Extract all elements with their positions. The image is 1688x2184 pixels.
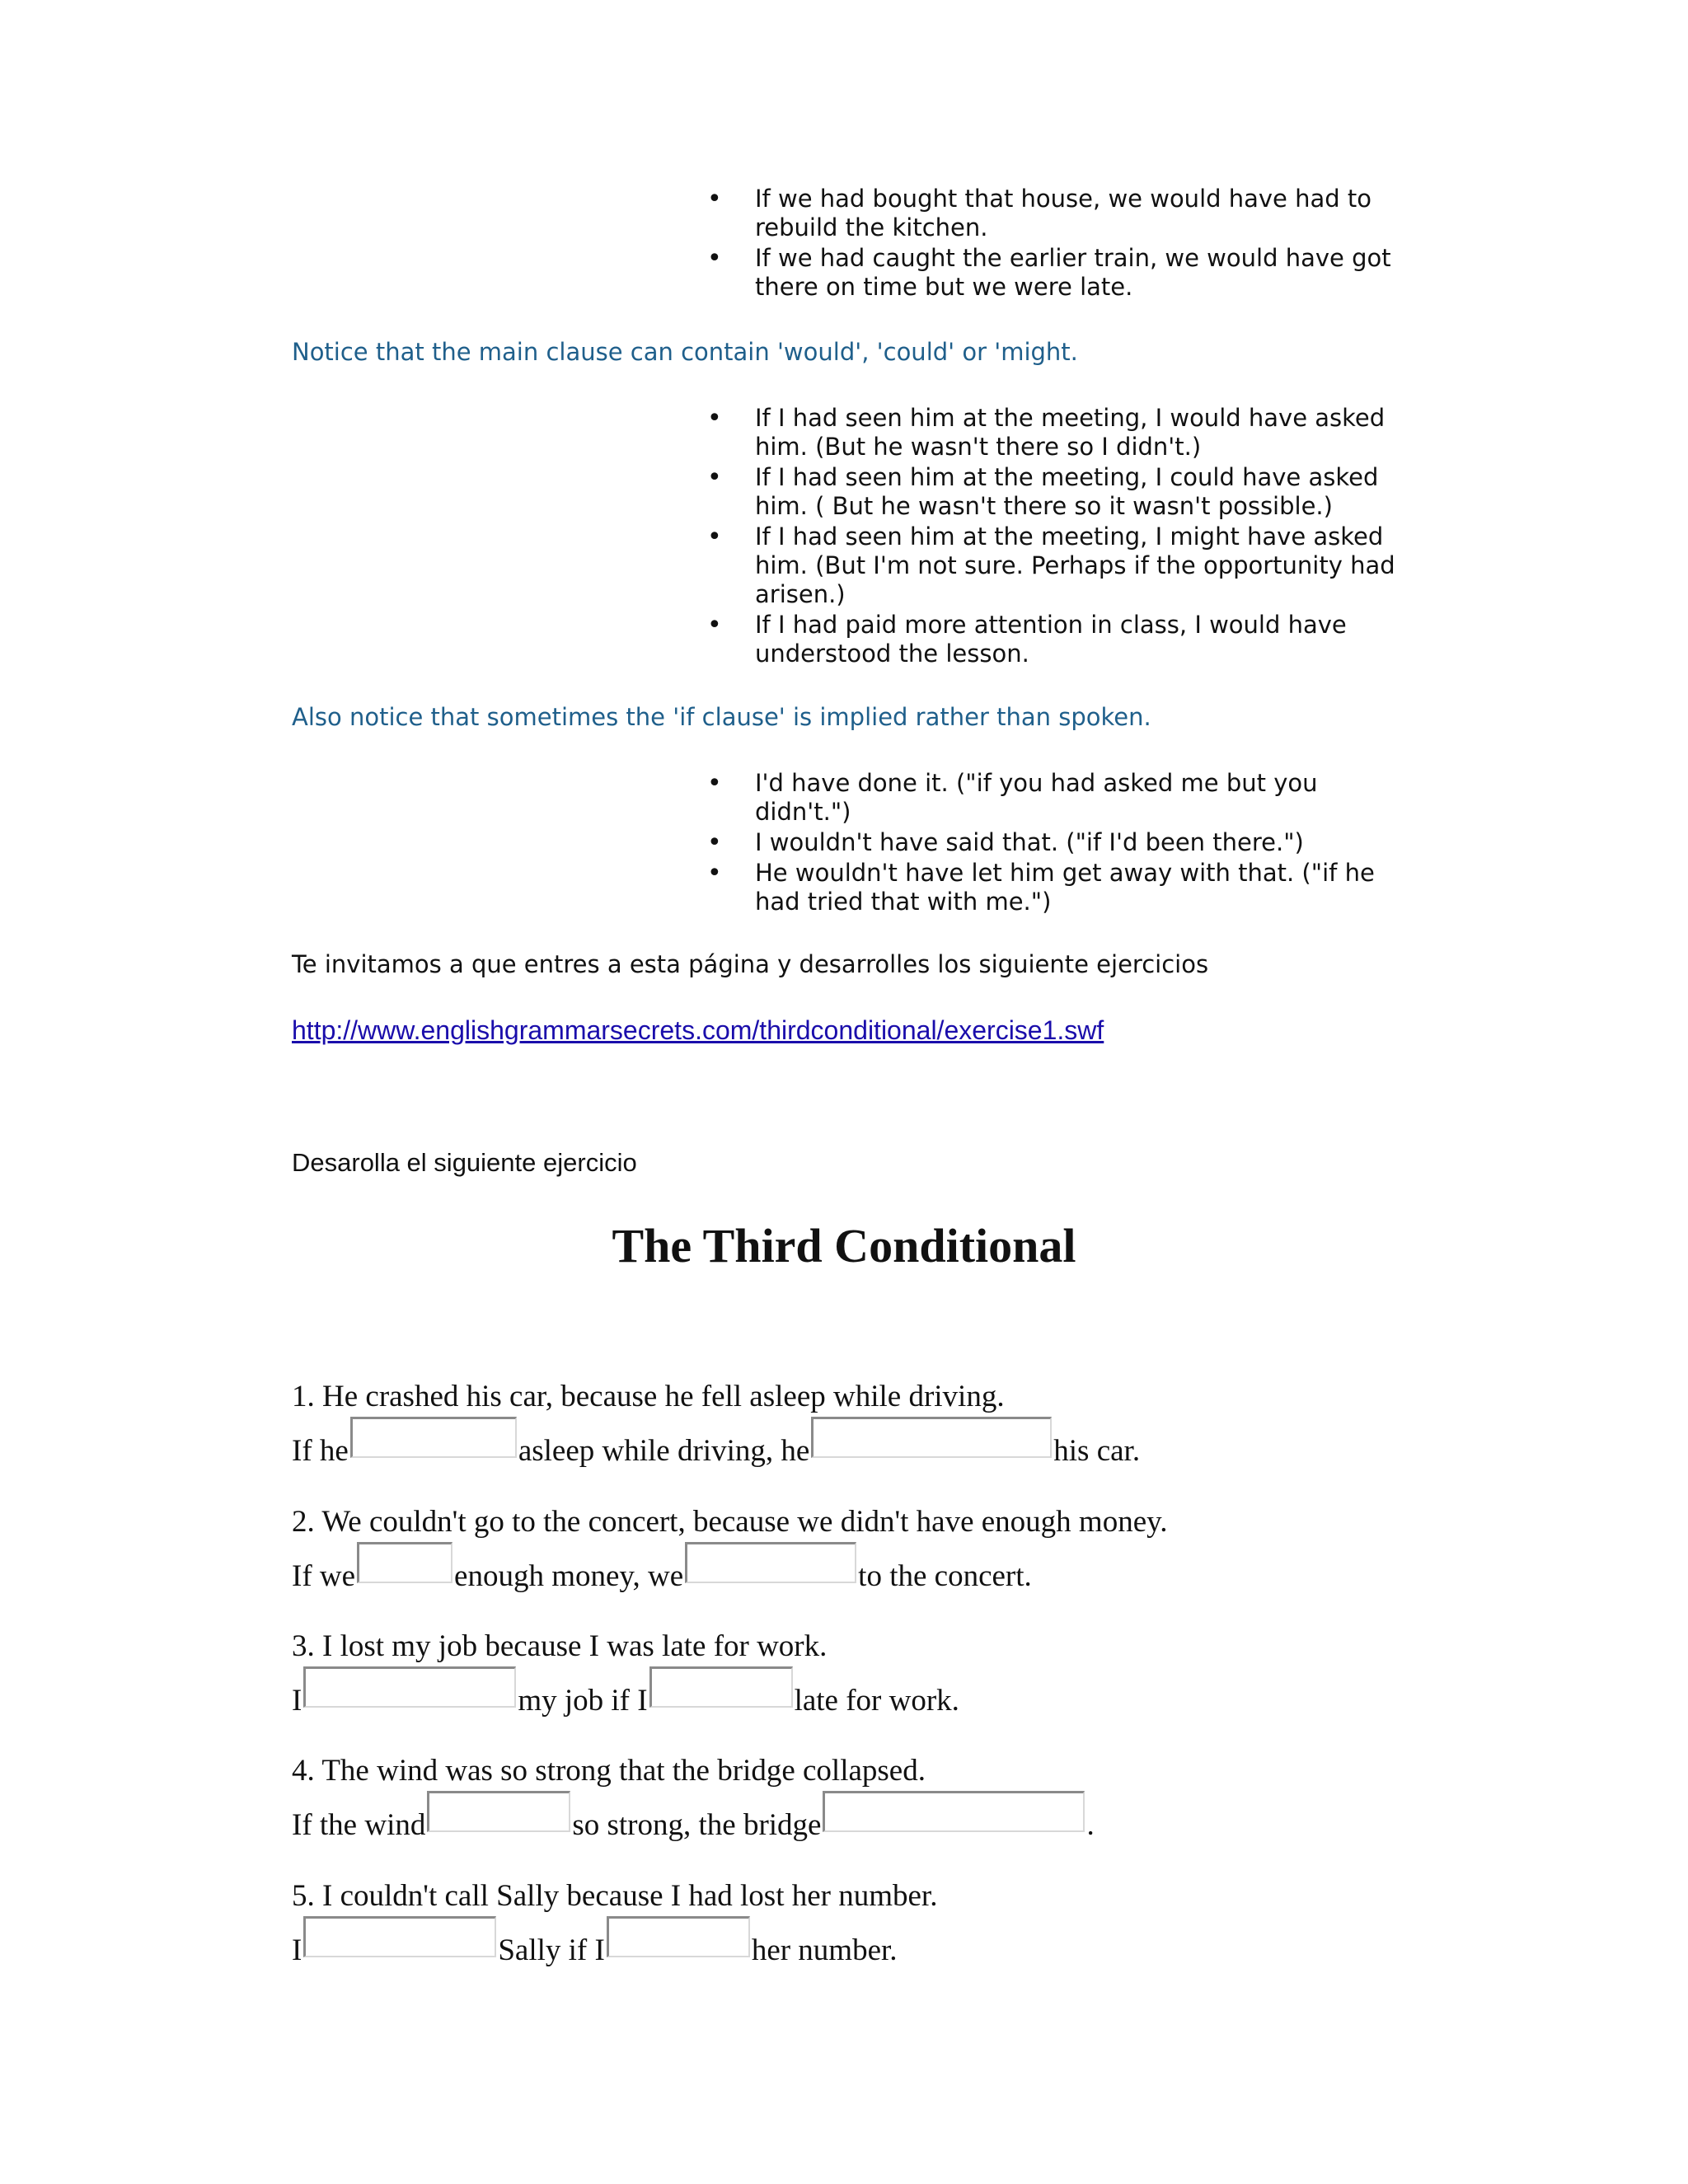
bullet-list-examples — [707, 185, 1400, 303]
exercise-link[interactable]: http://www.englishgrammarsecrets.com/thirdconditional/exercise1.swf — [292, 1015, 1104, 1045]
exercise-answer-5: I Sally if I her number. — [292, 1916, 898, 1967]
bullet-icon: • — [707, 244, 722, 273]
answer-input-5a[interactable] — [303, 1916, 496, 1957]
note-modal-verbs: Notice that the main clause can contain 'would', 'could' or 'might. — [292, 338, 1078, 366]
bullet-icon: • — [707, 185, 722, 213]
list-item: • If we had caught the earlier train, we would have got there on time but we were late. — [707, 244, 1391, 301]
invite-text: Te invitamos a que entres a esta página y desarrolles los siguiente ejercicios — [292, 950, 1209, 978]
exercise-answer-4: If the wind so strong, the bridge . — [292, 1791, 1095, 1842]
answer-input-4a[interactable] — [427, 1791, 570, 1832]
exercise-question-1: 1. He crashed his car, because he fell asleep while driving. — [292, 1380, 1005, 1413]
answer-input-2a[interactable] — [357, 1542, 452, 1583]
bullet-icon: • — [707, 523, 722, 551]
bullet-list-modal — [707, 404, 1400, 670]
list-item: • If I had seen him at the meeting, I would have asked him. (But he wasn't there so I didn't.) — [707, 404, 1386, 461]
exercise-title: The Third Conditional — [612, 1219, 1076, 1272]
bullet-list-implied — [707, 769, 1400, 918]
list-item: • I wouldn't have said that. ("if I'd been there.") — [707, 828, 1304, 857]
answer-input-1b[interactable] — [811, 1417, 1052, 1458]
answer-input-4b[interactable] — [823, 1791, 1085, 1832]
bullet-icon: • — [707, 463, 722, 492]
note-implied-if-clause: Also notice that sometimes the 'if clause' is implied rather than spoken. — [292, 703, 1151, 731]
bullet-icon: • — [707, 769, 722, 798]
answer-input-3b[interactable] — [649, 1666, 793, 1708]
bullet-icon: • — [707, 859, 722, 888]
list-item: • If I had seen him at the meeting, I could have asked him. ( But he wasn't there so it wasn't possible.) — [707, 463, 1379, 520]
bullet-icon: • — [707, 828, 722, 857]
answer-input-1a[interactable] — [350, 1417, 517, 1458]
list-item: • He wouldn't have let him get away with that. ("if he had tried that with me.") — [707, 859, 1375, 916]
list-item: • If I had paid more attention in class, I would have understood the lesson. — [707, 611, 1347, 668]
exercise-answer-1: If he asleep while driving, he his car. — [292, 1417, 1140, 1468]
exercise-question-5: 5. I couldn't call Sally because I had lost her number. — [292, 1879, 938, 1913]
exercise-question-3: 3. I lost my job because I was late for work. — [292, 1629, 828, 1663]
list-item: • I'd have done it. ("if you had asked me but you didn't.") — [707, 769, 1318, 826]
develop-exercise-text: Desarolla el siguiente ejercicio — [292, 1148, 637, 1177]
exercise-answer-2: If we enough money, we to the concert. — [292, 1542, 1032, 1593]
bullet-icon: • — [707, 404, 722, 433]
list-item: • If I had seen him at the meeting, I might have asked him. (But I'm not sure. Perhaps if the opportunity had arisen.) — [707, 523, 1395, 608]
exercise-answer-3: I my job if I late for work. — [292, 1666, 959, 1718]
answer-input-5b[interactable] — [607, 1916, 750, 1957]
list-item: • If we had bought that house, we would have had to rebuild the kitchen. — [707, 185, 1372, 241]
exercise-question-4: 4. The wind was so strong that the bridge collapsed. — [292, 1754, 926, 1788]
answer-input-2b[interactable] — [685, 1542, 856, 1583]
exercise-question-2: 2. We couldn't go to the concert, because we didn't have enough money. — [292, 1505, 1168, 1539]
answer-input-3a[interactable] — [303, 1666, 516, 1708]
bullet-icon: • — [707, 611, 722, 640]
